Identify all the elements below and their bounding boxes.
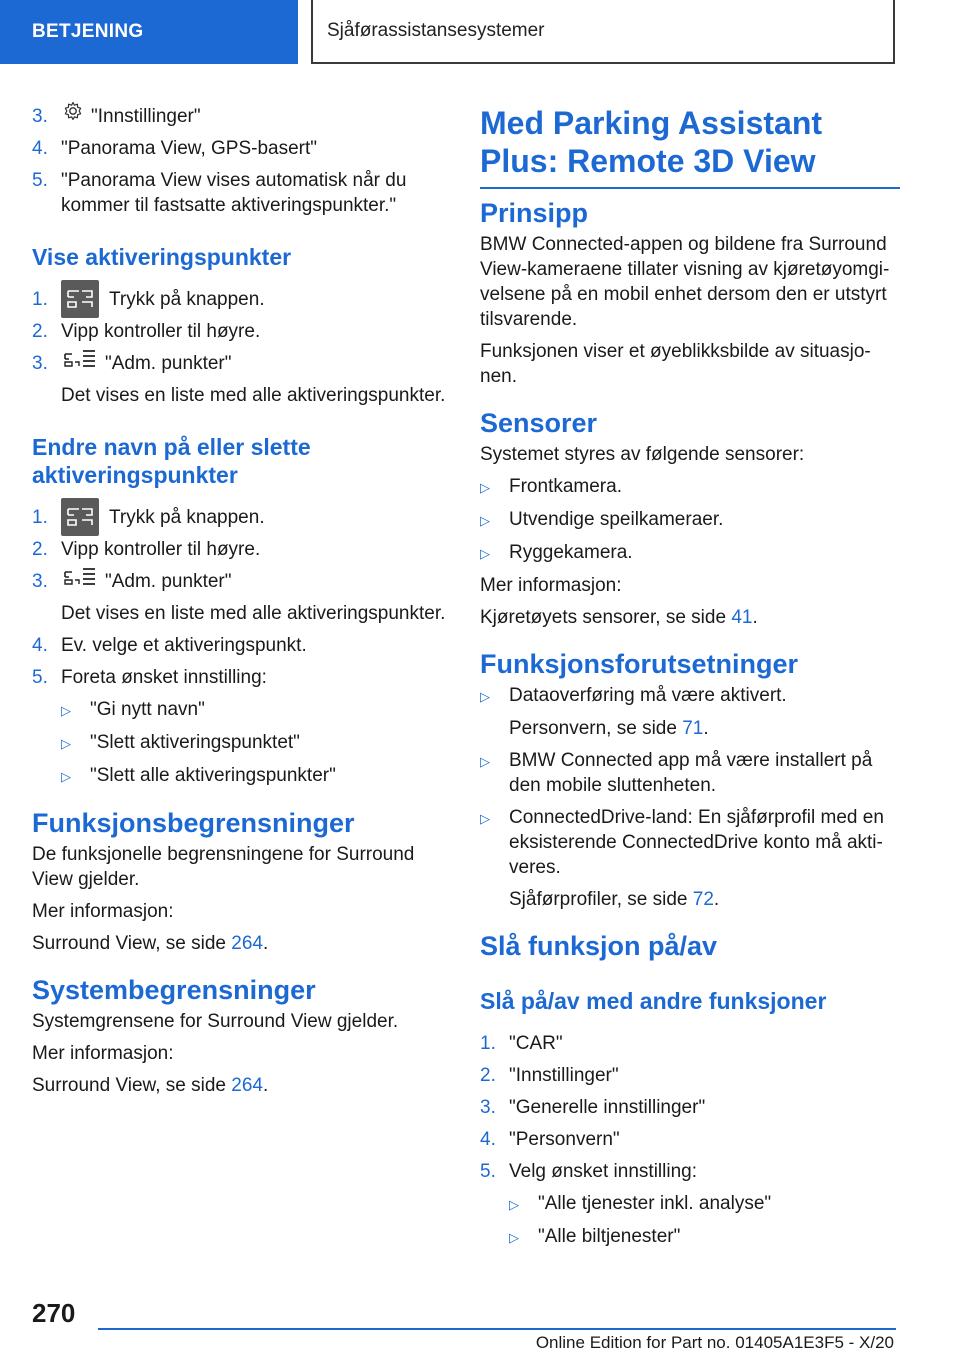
right-column	[480, 104, 900, 1257]
reference-end: .	[703, 718, 709, 739]
paragraph: De funksjonelle begrensningene for Surround View gjelder.	[32, 844, 415, 890]
list-item	[32, 569, 452, 594]
bullet-text: "Alle biltjenester"	[538, 1226, 681, 1247]
page-link[interactable]: 41	[731, 607, 753, 628]
more-info-label: Mer informasjon:	[32, 901, 174, 922]
triangle-bullet-icon: ▷	[61, 736, 71, 751]
triangle-bullet-icon: ▷	[480, 754, 490, 769]
step-number: 2.	[480, 1065, 496, 1086]
step-text: Vipp kontroller til høyre.	[61, 321, 261, 342]
bullet-item	[480, 507, 900, 533]
cross-reference	[32, 1073, 452, 1098]
more-info-label: Mer informasjon:	[32, 1043, 174, 1064]
paragraph: Systemgrensene for Surround View gjelder.	[32, 1011, 399, 1032]
list-item	[32, 665, 452, 690]
page-link[interactable]: 71	[682, 718, 704, 739]
cross-reference	[509, 716, 900, 741]
step-continuation: Det vises en liste med alle aktiveringspunkter.	[61, 385, 446, 406]
page-number: 270	[32, 1298, 76, 1328]
bullet-item	[480, 540, 900, 566]
left-column	[32, 104, 452, 1105]
list-item	[480, 1127, 900, 1152]
bullet-text: "Slett alle aktiveringspunkter"	[90, 765, 336, 786]
gear-icon	[63, 101, 83, 128]
step-number: 3.	[32, 571, 48, 592]
list-item	[32, 136, 452, 161]
heading-funksjonsforutsetninger: Funksjonsforutsetninger	[480, 649, 799, 679]
reference-text: Personvern, se side	[509, 718, 683, 739]
triangle-bullet-icon: ▷	[61, 769, 71, 784]
bullet-item	[480, 805, 900, 880]
bullet-item	[480, 683, 900, 709]
heading-vise-aktiveringspunkter: Vise aktiveringspunkter	[32, 244, 292, 270]
triangle-bullet-icon: ▷	[480, 689, 490, 704]
step-text: "Generelle innstillinger"	[509, 1097, 706, 1118]
reference-text: Surround View, se side	[32, 1075, 232, 1096]
camera-button-icon	[61, 280, 99, 318]
step-text: Trykk på knappen.	[109, 507, 265, 528]
page-title: Med Parking Assistant Plus: Remote 3D View	[480, 104, 900, 189]
bullet-text: "Alle tjenester inkl. analyse"	[538, 1193, 772, 1214]
chapter-title: Sjåførassistansesystemer	[327, 20, 545, 41]
step-number: 1.	[32, 507, 48, 528]
page-link[interactable]: 264	[231, 933, 263, 954]
bullet-text: BMW Connected app må være installert på den mobile sluttenheten.	[509, 750, 873, 796]
step-text: Ev. velge et aktiveringspunkt.	[61, 635, 307, 656]
step-number: 2.	[32, 539, 48, 560]
list-item	[32, 287, 452, 312]
heading-prinsipp: Prinsipp	[480, 198, 589, 228]
bullet-item	[480, 748, 900, 798]
bullet-item	[61, 763, 452, 789]
step-text: "Panorama View vises automatisk når du kommer til fastsatte aktiveringspunkter."	[61, 170, 407, 216]
step-number: 1.	[32, 289, 48, 310]
triangle-bullet-icon: ▷	[480, 513, 490, 528]
heading-systembegrensninger: Systembegrensninger	[32, 975, 316, 1005]
step-number: 2.	[32, 321, 48, 342]
edition-footer: Online Edition for Part no. 01405A1E3F5 - X/20	[535, 1333, 894, 1352]
bullet-item	[61, 697, 452, 723]
cross-reference	[509, 887, 900, 912]
step-text: "Adm. punkter"	[105, 353, 232, 374]
heading-sla-funksjon: Slå funksjon på/av	[480, 931, 718, 961]
triangle-bullet-icon: ▷	[509, 1230, 519, 1245]
camera-button-icon	[61, 498, 99, 536]
step-number: 5.	[480, 1161, 496, 1182]
step-number: 4.	[32, 635, 48, 656]
bullet-text: "Slett aktiveringspunktet"	[90, 732, 300, 753]
list-item	[480, 1159, 900, 1184]
page-link[interactable]: 72	[692, 889, 714, 910]
bullet-text: Utvendige speilkameraer.	[509, 509, 724, 530]
step-text: "CAR"	[509, 1033, 563, 1054]
list-item	[480, 1095, 900, 1120]
reference-end: .	[752, 607, 758, 628]
list-item	[32, 319, 452, 344]
points-list-icon	[63, 566, 97, 593]
step-text: "Personvern"	[509, 1129, 620, 1150]
list-item	[32, 633, 452, 658]
bullet-item	[480, 474, 900, 500]
bullet-text: Dataoverføring må være aktivert.	[509, 685, 787, 706]
footer-divider	[98, 1328, 896, 1330]
step-text: Foreta ønsket innstilling:	[61, 667, 267, 688]
cross-reference	[32, 931, 452, 956]
list-item	[32, 505, 452, 530]
paragraph: Funksjonen viser et øyeblikksbilde av situasjonen.	[480, 341, 871, 387]
paragraph: Systemet styres av følgende sensorer:	[480, 444, 805, 465]
reference-end: .	[262, 1075, 269, 1096]
heading-endre-navn: Endre navn på eller slette aktiveringspunkter	[32, 434, 311, 488]
bullet-text: ConnectedDrive-land: En sjåførprofil med en eksisterende ConnectedDrive konto må aktiveres.	[509, 807, 884, 878]
step-number: 1.	[480, 1033, 496, 1054]
list-item	[32, 104, 452, 129]
bullet-text: Frontkamera.	[509, 476, 622, 497]
cross-reference	[480, 605, 900, 630]
step-text: Velg ønsket innstilling:	[509, 1161, 697, 1182]
step-text: "Innstillinger"	[509, 1065, 619, 1086]
step-number: 4.	[480, 1129, 496, 1150]
reference-end: .	[713, 889, 720, 910]
points-list-icon	[63, 348, 97, 375]
step-number: 5.	[32, 170, 48, 191]
step-continuation: Det vises en liste med alle aktiveringspunkter.	[61, 603, 446, 624]
list-item	[480, 1031, 900, 1056]
step-number: 3.	[32, 353, 48, 374]
subheading-sla-pa-av: Slå på/av med andre funksjoner	[480, 988, 827, 1014]
more-info-label: Mer informasjon:	[480, 575, 622, 596]
list-item	[32, 168, 452, 218]
header-chapter-tab	[311, 0, 895, 64]
bullet-item	[509, 1224, 900, 1250]
triangle-bullet-icon: ▷	[509, 1197, 519, 1212]
step-number: 4.	[32, 138, 48, 159]
step-number: 3.	[480, 1097, 496, 1118]
list-item	[32, 537, 452, 562]
step-text: Trykk på knappen.	[109, 289, 265, 310]
header-section-tab	[0, 0, 298, 64]
list-item	[480, 1063, 900, 1088]
triangle-bullet-icon: ▷	[61, 703, 71, 718]
reference-text: Sjåførprofiler, se side	[509, 889, 693, 910]
reference-text: Surround View, se side	[32, 933, 232, 954]
list-item	[32, 351, 452, 376]
reference-text: Kjøretøyets sensorer, se side	[480, 607, 732, 628]
step-text: "Panorama View, GPS-basert"	[61, 138, 318, 159]
step-text: Vipp kontroller til høyre.	[61, 539, 261, 560]
page-link[interactable]: 264	[231, 1075, 263, 1096]
step-text: "Adm. punkter"	[105, 571, 232, 592]
paragraph: BMW Connected-appen og bildene fra Surround View-kameraene tillater visning av kjøretøyomgivelsene på en mobil enhet dersom den er utstyrt tilsvarende.	[480, 234, 890, 330]
bullet-item	[509, 1191, 900, 1217]
step-number: 5.	[32, 667, 48, 688]
heading-sensorer: Sensorer	[480, 408, 598, 438]
triangle-bullet-icon: ▷	[480, 546, 490, 561]
bullet-text: "Gi nytt navn"	[90, 699, 205, 720]
section-title: BETJENING	[32, 21, 144, 42]
bullet-item	[61, 730, 452, 756]
triangle-bullet-icon: ▷	[480, 811, 490, 826]
step-number: 3.	[32, 106, 48, 127]
triangle-bullet-icon: ▷	[480, 480, 490, 495]
heading-funksjonsbegrensninger: Funksjonsbegrensninger	[32, 808, 355, 838]
bullet-text: Ryggekamera.	[509, 542, 633, 563]
step-text: "Innstillinger"	[91, 106, 201, 127]
reference-end: .	[262, 933, 269, 954]
